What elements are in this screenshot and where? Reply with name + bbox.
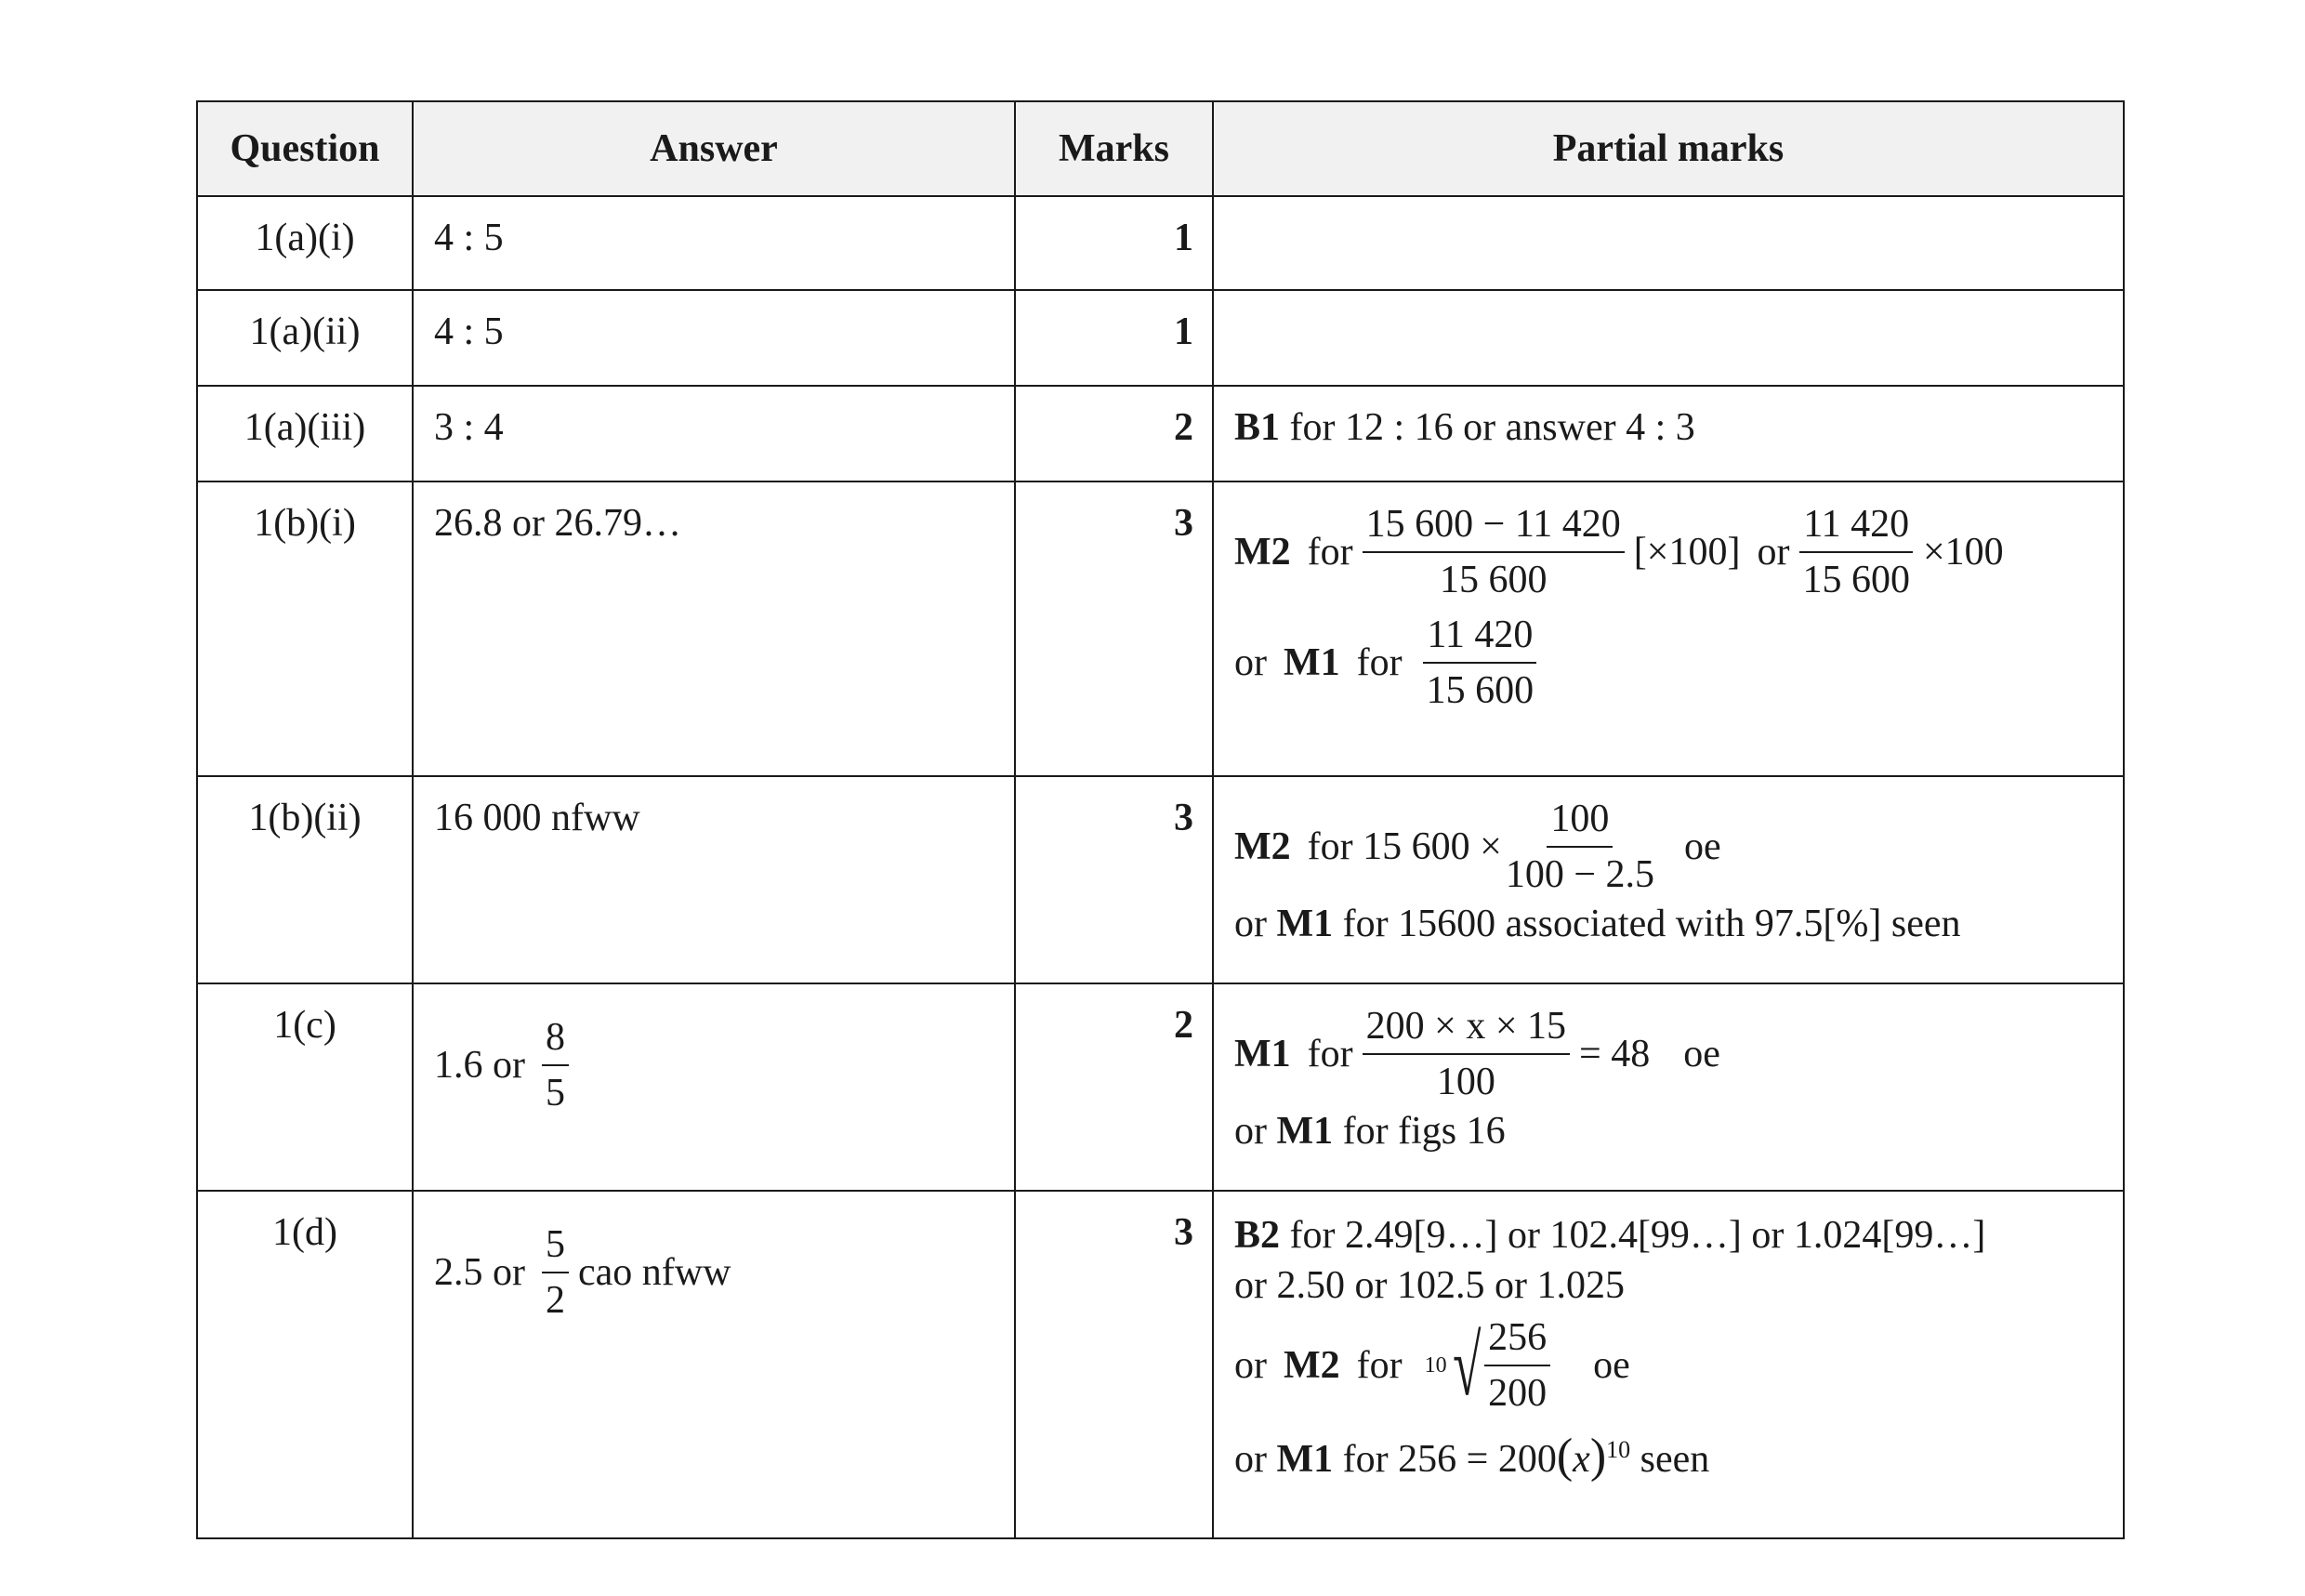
- variable-x: x: [1573, 1437, 1590, 1481]
- marks-cell: 3: [1015, 776, 1213, 983]
- answer-line: [434, 1014, 994, 1117]
- partial-text: for: [1356, 1344, 1403, 1388]
- fraction-denominator: 2: [546, 1279, 565, 1323]
- partial-line: [1234, 1425, 2102, 1484]
- exponent: 10: [1606, 1435, 1631, 1463]
- mark-code: M1: [1276, 1109, 1334, 1153]
- answer-text: 2.5 or: [434, 1251, 525, 1295]
- header-question: Question: [197, 101, 413, 196]
- table-row: [197, 290, 2124, 386]
- mark-code: M1: [1234, 1033, 1291, 1076]
- marks-cell: 2: [1015, 983, 1213, 1191]
- partial-text: for: [1356, 641, 1403, 685]
- question-cell: 1(a)(ii): [197, 290, 413, 386]
- question-cell: 1(a)(iii): [197, 386, 413, 481]
- partial-text: oe: [1593, 1344, 1630, 1388]
- partial-line: [1234, 1210, 2102, 1260]
- partial-text: or: [1234, 1109, 1267, 1153]
- fraction: [542, 1014, 569, 1117]
- marks-cell: 3: [1015, 1191, 1213, 1538]
- fraction: [1363, 501, 1625, 604]
- fraction-denominator: 15 600: [1426, 669, 1534, 713]
- fraction-numerator: 256: [1484, 1314, 1550, 1366]
- mark-code: M2: [1234, 825, 1291, 869]
- partial-cell: [1213, 290, 2124, 386]
- partial-cell: [1213, 776, 2124, 983]
- answer-cell: [413, 1191, 1015, 1538]
- header-row: [197, 101, 2124, 196]
- fraction-denominator: 15 600: [1802, 559, 1910, 602]
- answer-cell: 4 : 5: [413, 290, 1015, 386]
- partial-cell: [1213, 481, 2124, 776]
- question-cell: 1(b)(i): [197, 481, 413, 776]
- partial-text: oe: [1683, 1033, 1720, 1076]
- partial-cell: [1213, 983, 2124, 1191]
- marks-cell: 1: [1015, 290, 1213, 386]
- root-index: 10: [1424, 1352, 1447, 1378]
- partial-line: [1234, 796, 2102, 899]
- fraction-denominator: 100: [1436, 1061, 1495, 1104]
- question-cell: 1(a)(i): [197, 196, 413, 290]
- answer-cell: [413, 983, 1015, 1191]
- mark-code: M1: [1276, 1437, 1334, 1481]
- partial-text: oe: [1684, 825, 1721, 869]
- partial-text: for: [1307, 531, 1353, 574]
- mark-code: B2: [1234, 1214, 1281, 1257]
- partial-text: for 12 : 16 or answer 4 : 3: [1289, 406, 1695, 449]
- fraction: [1798, 501, 1914, 604]
- table-row: [197, 1191, 2124, 1538]
- table-row: [197, 983, 2124, 1191]
- partial-text: ×100: [1922, 531, 2004, 574]
- answer-cell: 16 000 nfww: [413, 776, 1015, 983]
- partial-line: [1234, 612, 2102, 715]
- partial-line: [1234, 1314, 2102, 1418]
- table-row: [197, 481, 2124, 776]
- marks-cell: 3: [1015, 481, 1213, 776]
- question-cell: 1(c): [197, 983, 413, 1191]
- partial-text: for 15 600 ×: [1307, 825, 1502, 869]
- answer-line: [434, 1221, 994, 1325]
- mark-code: M2: [1284, 1344, 1340, 1388]
- partial-text: or 2.50 or 102.5 or 1.025: [1234, 1264, 1625, 1307]
- partial-cell: [1213, 196, 2124, 290]
- question-cell: 1(d): [197, 1191, 413, 1538]
- fraction: [1363, 1003, 1570, 1106]
- partial-line: [1234, 1003, 2102, 1106]
- partial-text: or: [1234, 641, 1267, 685]
- partial-cell: [1213, 1191, 2124, 1538]
- answer-text: cao nfww: [578, 1251, 731, 1295]
- partial-text: or: [1757, 531, 1790, 574]
- partial-text: for 2.49[9…] or 102.4[99…] or 1.024[99…]: [1289, 1214, 1986, 1257]
- answer-cell: 3 : 4: [413, 386, 1015, 481]
- header-marks: Marks: [1015, 101, 1213, 196]
- mark-code: B1: [1234, 406, 1281, 449]
- table-row: [197, 776, 2124, 983]
- fraction-denominator: 15 600: [1439, 559, 1548, 602]
- partial-line: [1234, 1106, 2102, 1156]
- partial-line: [1234, 501, 2102, 604]
- fraction: [1484, 1314, 1550, 1418]
- fraction-numerator: 8: [542, 1014, 569, 1066]
- radical-sign: √: [1452, 1318, 1482, 1414]
- header-answer: Answer: [413, 101, 1015, 196]
- partial-text: or: [1234, 902, 1267, 945]
- answer-cell: 4 : 5: [413, 196, 1015, 290]
- partial-line: [1234, 1260, 2102, 1311]
- fraction-denominator: 5: [546, 1072, 565, 1115]
- fraction: [1423, 612, 1538, 715]
- paren-close: ): [1589, 1429, 1607, 1483]
- fraction: [1502, 796, 1658, 899]
- partial-text: for 256 = 200: [1342, 1437, 1557, 1481]
- paren-open: (: [1556, 1429, 1574, 1483]
- table-row: [197, 196, 2124, 290]
- fraction-numerator: 15 600 − 11 420: [1363, 501, 1625, 553]
- mark-scheme-table: [196, 100, 2125, 1539]
- marks-cell: 1: [1015, 196, 1213, 290]
- partial-text: for: [1307, 1033, 1353, 1076]
- table-row: [197, 386, 2124, 481]
- partial-text: = 48: [1579, 1033, 1651, 1076]
- fraction: [542, 1221, 569, 1325]
- answer-text: 1.6 or: [434, 1044, 525, 1088]
- mark-code: M1: [1276, 902, 1334, 945]
- marks-cell: 2: [1015, 386, 1213, 481]
- mark-code: M1: [1284, 641, 1340, 685]
- fraction-numerator: 200 × x × 15: [1363, 1003, 1570, 1055]
- fraction-numerator: 5: [542, 1221, 569, 1273]
- partial-text: or: [1234, 1344, 1267, 1388]
- partial-text: seen: [1640, 1437, 1710, 1481]
- bracket-text: [×100]: [1633, 531, 1741, 574]
- answer-cell: 26.8 or 26.79…: [413, 481, 1015, 776]
- partial-text: for 15600 associated with 97.5[%] seen: [1342, 902, 1961, 945]
- fraction-numerator: 11 420: [1799, 501, 1913, 553]
- header-partial-marks: Partial marks: [1213, 101, 2124, 196]
- question-cell: 1(b)(ii): [197, 776, 413, 983]
- fraction-numerator: 100: [1547, 796, 1613, 848]
- fraction-denominator: 100 − 2.5: [1505, 853, 1655, 897]
- partial-line: [1234, 899, 2102, 949]
- partial-text: or: [1234, 1437, 1267, 1481]
- fraction-numerator: 11 420: [1423, 612, 1536, 664]
- tenth-root: [1425, 1314, 1555, 1418]
- partial-text: for figs 16: [1342, 1109, 1506, 1153]
- fraction-denominator: 200: [1488, 1372, 1548, 1416]
- mark-code: M2: [1234, 531, 1291, 574]
- partial-cell: [1213, 386, 2124, 481]
